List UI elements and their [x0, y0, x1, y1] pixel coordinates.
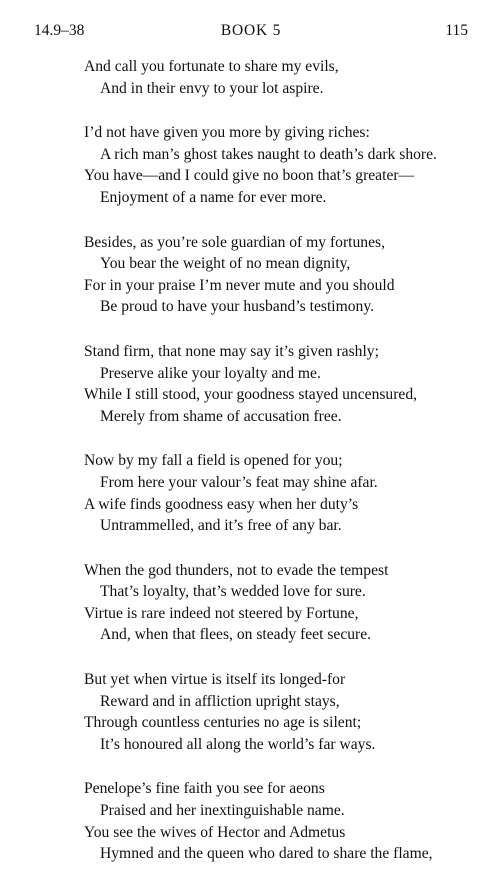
verse-line: Untrammelled, and it’s free of any bar. [100, 517, 342, 535]
verse-line: And in their envy to your lot aspire. [100, 79, 324, 97]
verse-line: Virtue is rare indeed not steered by Fortune, [84, 604, 359, 622]
verse-line: Besides, as you’re sole guardian of my fortunes, [84, 233, 385, 251]
stanza-3 [84, 232, 488, 318]
line-range: 14.9–38 [34, 22, 85, 39]
verse-line: Preserve alike your loyalty and me. [100, 364, 321, 382]
verse-line: Praised and her inextinguishable name. [100, 802, 345, 820]
verse-line: A wife finds goodness easy when her duty’s [84, 495, 359, 513]
book-title: BOOK 5 [220, 22, 282, 39]
verse-line: It’s honoured all along the world’s far ways. [100, 735, 376, 753]
verse-line: You have—and I could give no boon that’s greater— [84, 167, 415, 185]
page-number: 115 [445, 22, 468, 39]
stanza-7 [84, 669, 488, 755]
poem-body [84, 56, 488, 888]
verse-line: And call you fortunate to share my evils, [84, 58, 339, 75]
verse-line: I’d not have given you more by giving riches: [84, 124, 370, 142]
verse-line: Merely from shame of accusation free. [100, 407, 342, 425]
verse-line: Penelope’s fine faith you see for aeons [84, 780, 325, 798]
verse-line: You see the wives of Hector and Admetus [84, 823, 346, 841]
stanza-8 [84, 778, 488, 864]
stanza-1 [84, 56, 488, 99]
stanza-5 [84, 450, 488, 536]
verse-line: But yet when virtue is itself its longed-for [84, 671, 346, 689]
verse-line: Through countless centuries no age is silent; [84, 714, 362, 732]
stanza-4 [84, 341, 488, 427]
verse-line: Stand firm, that none may say it’s given rashly; [84, 342, 379, 360]
verse-line: And, when that flees, on steady feet secure. [100, 626, 372, 644]
verse-line: Be proud to have your husband’s testimony. [100, 298, 375, 316]
verse-line: Enjoyment of a name for ever more. [100, 188, 327, 206]
verse-line: While I still stood, your goodness stayed uncensured, [84, 386, 418, 404]
verse-line: When the god thunders, not to evade the tempest [84, 561, 389, 579]
verse-line: Hymned and the queen who dared to share the flame, [100, 845, 433, 863]
verse-line: For in your praise I’m never mute and you should [84, 276, 395, 294]
verse-line: You bear the weight of no mean dignity, [100, 255, 351, 273]
verse-line: That’s loyalty, that’s wedded love for sure. [100, 583, 366, 601]
verse-line: A rich man’s ghost takes naught to death’s dark shore. [100, 145, 437, 163]
verse-line: From here your valour’s feat may shine afar. [100, 473, 378, 491]
running-header [34, 20, 468, 42]
stanza-6 [84, 560, 488, 646]
verse-line: Now by my fall a field is opened for you; [84, 452, 343, 470]
stanza-2 [84, 122, 488, 208]
verse-line: Reward and in affliction upright stays, [100, 692, 340, 710]
